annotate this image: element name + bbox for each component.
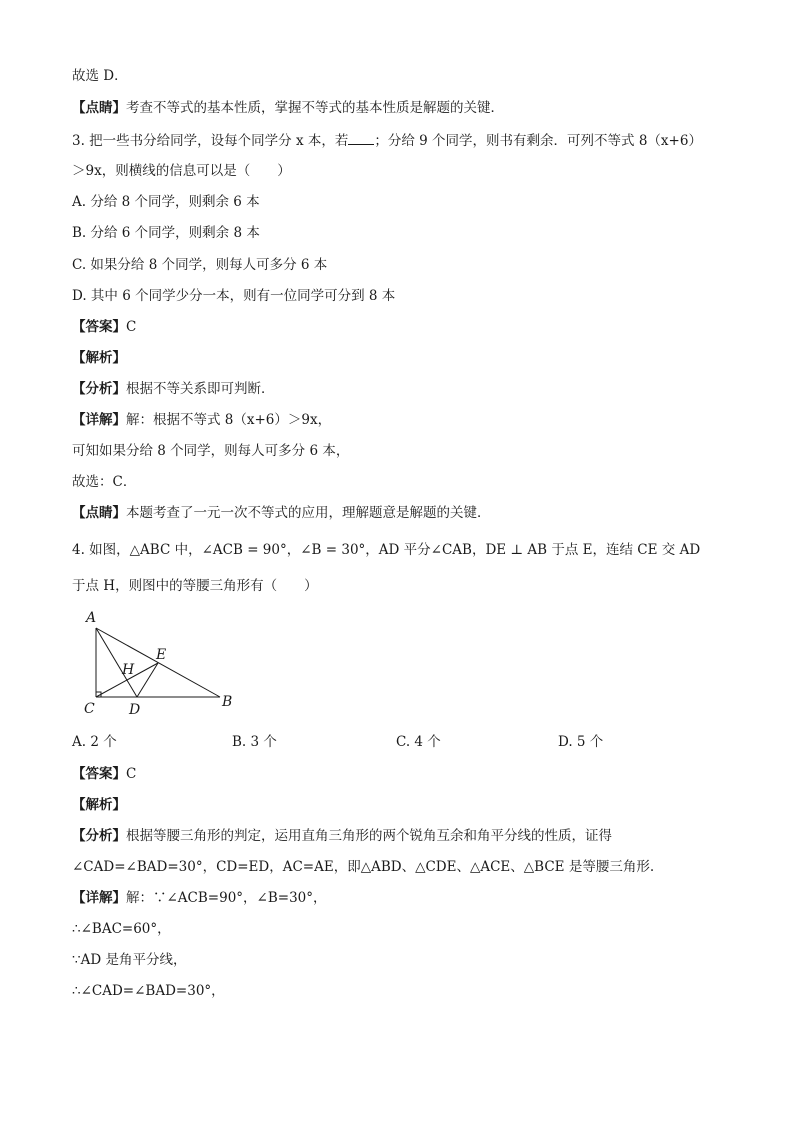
analysis-sub-tag-q4: 【分析】: [72, 828, 126, 844]
triangle-figure: [80, 608, 240, 720]
answer-blank: [348, 130, 374, 145]
answer-line-q3: [72, 317, 136, 337]
answer-tag-q4: 【答案】: [72, 766, 126, 782]
label-h: H: [122, 662, 135, 678]
question-3-option-d: D. 其中 6 个同学少分一本，则有一位同学可分到 8 本: [72, 288, 396, 304]
question-3-option-b: B. 分给 6 个同学，则剩余 8 本: [72, 225, 260, 241]
analysis-line-q3: [72, 379, 275, 399]
detail-text-q4: 解：∵∠ACB=90°，∠B=30°，: [126, 890, 327, 906]
comment-tag-q3: 【点睛】: [72, 505, 126, 521]
comment-text: 考查不等式的基本性质，掌握不等式的基本性质是解题的关键．: [126, 100, 504, 116]
analysis-line-q4: [72, 826, 612, 846]
analysis-sub-tag: 【分析】: [72, 381, 126, 397]
question-4-option-d: D. 5 个: [558, 734, 604, 750]
detail-tag: 【详解】: [72, 412, 126, 428]
detail-step-3: ∴∠CAD=∠BAD=30°，: [72, 983, 225, 999]
answer-line-q4: [72, 764, 136, 784]
label-a: A: [86, 610, 97, 626]
analysis-text-q4: 根据等腰三角形的判定，运用直角三角形的两个锐角互余和角平分线的性质，证得: [126, 828, 612, 844]
analysis-tag: 【解析】: [72, 350, 126, 366]
conclusion-line-1: 故选 D．: [72, 68, 128, 84]
question-4-option-a: A. 2 个: [72, 734, 117, 750]
question-3-option-c: C. 如果分给 8 个同学，则每人可多分 6 本: [72, 257, 328, 273]
analysis-text: 根据不等关系即可判断．: [126, 381, 275, 397]
label-c: C: [84, 701, 95, 717]
answer-text-q4: C: [126, 766, 137, 782]
question-4-stem: 4. 如图，△ABC 中，∠ACB = 90°，∠B = 30°，AD 平分∠CAB，DE ⊥ AB 于点 E，连结 CE 交 AD: [72, 542, 701, 558]
analysis-cont-q4: ∠CAD=∠BAD=30°，CD=ED，AC=AE，即△ABD、△CDE、△ACE、△BCE 是等腰三角形.: [72, 859, 655, 875]
question-4-stem-cont: 于点 H，则图中的等腰三角形有（ ）: [72, 578, 318, 594]
detail-step-1: ∴∠BAC=60°，: [72, 921, 171, 937]
comment-line-q3: [72, 503, 491, 523]
analysis-tag-q4: 【解析】: [72, 797, 126, 813]
segment-de: [137, 663, 158, 697]
question-3-stem-cont: ＞9x，则横线的信息可以是（ ）: [72, 163, 291, 179]
label-d: D: [129, 702, 141, 718]
analysis-header-q4: [72, 795, 126, 815]
question-4-options: [72, 732, 722, 752]
comment-line-1: [72, 98, 504, 118]
question-4-option-c: C. 4 个: [396, 734, 441, 750]
comment-text-q3: 本题考查了一元一次不等式的应用，理解题意是解题的关键．: [126, 505, 491, 521]
comment-tag: 【点睛】: [72, 100, 126, 116]
detail-line-q3: [72, 410, 331, 430]
question-4-option-b: B. 3 个: [232, 734, 277, 750]
question-3-stem-before: 3. 把一些书分给同学，设每个同学分 x 本，若: [72, 133, 349, 149]
detail-cont-q3: 可知如果分给 8 个同学，则每人可多分 6 本，: [72, 443, 350, 459]
analysis-header-q3: [72, 348, 126, 368]
label-b: B: [222, 694, 233, 710]
triangle-diagram: [80, 608, 240, 720]
question-3-stem-after: ；分给 9 个同学，则书有剩余．可列不等式 8（x+6）: [374, 133, 702, 149]
answer-text: C: [126, 319, 137, 335]
detail-tag-q4: 【详解】: [72, 890, 126, 906]
choose-line-q3: 故选：C．: [72, 474, 137, 490]
detail-line-q4: [72, 888, 327, 908]
question-3-option-a: A. 分给 8 个同学，则剩余 6 本: [72, 194, 260, 210]
detail-step-2: ∵AD 是角平分线，: [72, 952, 187, 968]
question-3-stem: [72, 130, 702, 151]
answer-tag: 【答案】: [72, 319, 126, 335]
label-e: E: [156, 647, 167, 663]
detail-text: 解：根据不等式 8（x+6）＞9x，: [126, 412, 332, 428]
